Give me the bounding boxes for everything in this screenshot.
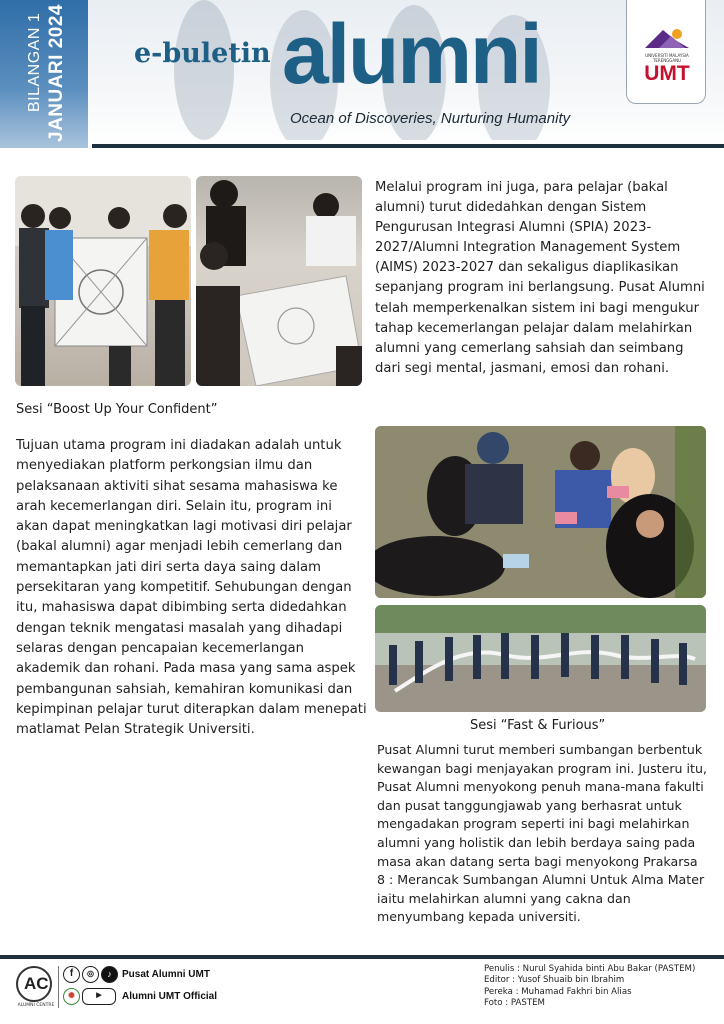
official-handle[interactable]: Alumni UMT Official [122, 991, 217, 1002]
youtube-icon[interactable]: ▶ [82, 988, 116, 1005]
bulletin-prefix: e-buletin [134, 38, 271, 69]
umt-logo-text: UMT [644, 62, 690, 85]
credit-editor: Editor : Yusof Shuaib bin Ibrahim [484, 975, 625, 986]
photo-students-drawing [196, 176, 362, 386]
issue-date: JANUARI 2024 [46, 4, 67, 142]
social-handle[interactable]: Pusat Alumni UMT [122, 969, 210, 980]
article-paragraph-funding: Pusat Alumni turut memberi sumbangan berbentuk kewangan bagi menjayakan program ini. Justeru itu, Pusat Alumni menyokong penuh mana-mana fakulti dan pusat tanggungjawab yang berhasrat untuk mengadakan program seperti ini bagi melahirkan alumni yang holistik dan lebih berdaya saing pada masa akan datang serta bagi menyokong Prakarsa 8 : Merancak Sumbangan Alumni Untuk Alma Mater iaitu melahirkan alumni yang cakna dan menyumbang kepada universiti. [377, 742, 707, 925]
umt-logo [626, 0, 706, 104]
issue-sideband [0, 0, 88, 148]
web-icon[interactable]: ✺ [63, 988, 80, 1005]
photo-students-with-cards [375, 426, 706, 598]
alumni-centre-logo [16, 966, 52, 1002]
header-divider [92, 144, 724, 148]
bulletin-title: alumni [282, 7, 541, 101]
facebook-icon[interactable]: f [63, 966, 80, 983]
alumni-centre-mark: AC [24, 974, 49, 993]
caption-boost-up-session: Sesi “Boost Up Your Confident” [16, 402, 218, 417]
alumni-centre-label: ALUMNI CENTRE [17, 1003, 55, 1008]
caption-fast-furious-session: Sesi “Fast & Furious” [470, 718, 606, 733]
footer-divider [0, 955, 724, 959]
credit-designer: Pereka : Muhamad Fakhri bin Alias [484, 986, 632, 997]
article-paragraph-objectives: Tujuan utama program ini diadakan adalah untuk menyediakan platform perkongsian ilmu dan pelaksanaan aktiviti sihat sesama mahasiswa ke arah kecemerlangan diri. Selain itu, program ini akan dapat meningkatkan lagi motivasi diri pelajar (bakal alumni) agar menjadi lebih cemerlang dan memantapkan jati diri serta daya saing dalam persekitaran yang kompetitif. Sehubungan dengan itu, mahasiswa dapat dibimbing serta didedahkan dengan teknik mengatasi masalah yang dihadapi selaras dengan pencapaian kecemerlangan akademik dan rohani. Pada masa yang sama aspek pembangunan sahsiah, kemahiran komunikasi dan kepimpinan pelajar turut diterapkan dalam menepati matlamat Pelan Strategik Universiti. [16, 438, 367, 738]
umt-logo-subtext: UNIVERSITI MALAYSIA TERENGGANU [645, 53, 689, 63]
issue-number: BILANGAN 1 [26, 12, 43, 112]
instagram-icon[interactable]: ◎ [82, 966, 99, 983]
credits [484, 964, 695, 1010]
article-paragraph-spia-aims: Melalui program ini juga, para pelajar (bakal alumni) turut didedahkan dengan Sistem Pengurusan Integrasi Alumni (SPIA) 2023-2027/Alumni Integration Management System (AIMS) 2023-2027 dan sekaligus diaplikasikan sepanjang program ini berlangsung. Pusat Alumni telah memperkenalkan sistem ini bagi mengukur tahap kecemerlangan pelajar dalam melahirkan alumni yang cemerlang sahsiah dan seimbang dari segi mental, jasmani, emosi dan rohani. [375, 180, 705, 376]
photo-students-with-ribbon [375, 605, 706, 712]
tiktok-icon[interactable]: ♪ [101, 966, 118, 983]
photo-students-holding-poster [15, 176, 191, 386]
footer-separator [58, 966, 59, 1008]
masthead [0, 0, 724, 150]
umt-emblem-icon [641, 26, 693, 50]
credit-photo: Foto : PASTEM [484, 998, 545, 1009]
credit-writer: Penulis : Nurul Syahida binti Abu Bakar (PASTEM) [484, 964, 696, 974]
tagline: Ocean of Discoveries, Nurturing Humanity [290, 110, 571, 127]
